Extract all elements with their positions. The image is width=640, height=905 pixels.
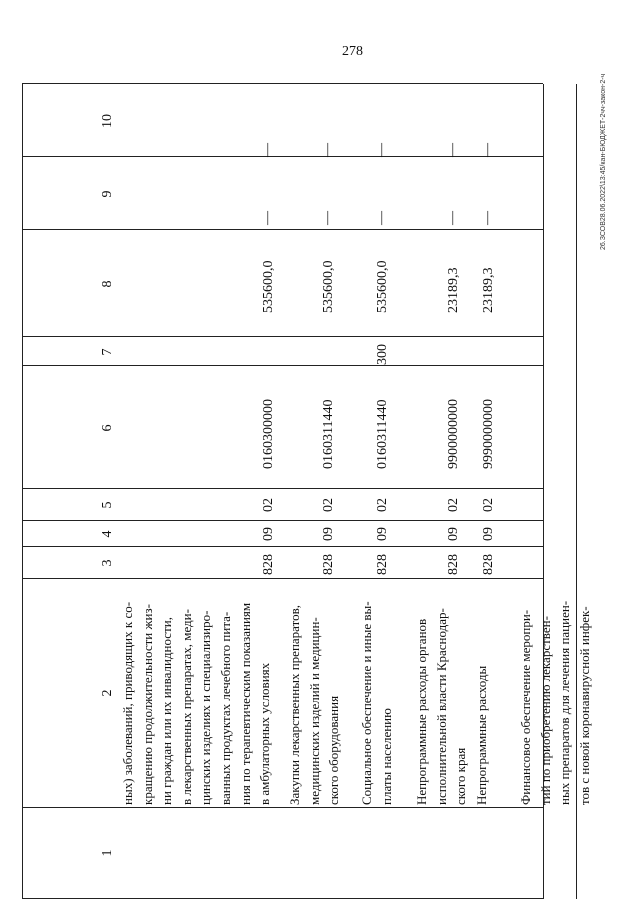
- cell-col9-dash: —: [260, 211, 275, 225]
- description-line: кращению продолжительности жиз-: [139, 604, 155, 805]
- table-row-description: [285, 505, 344, 805]
- cell-col10-dash: —: [374, 143, 389, 157]
- description-line: ных препаратов для лечения пациен-: [557, 600, 573, 805]
- cell-amount: 535600,0: [375, 260, 390, 313]
- header-divider-1-2: [22, 807, 543, 808]
- column-number-7: 7: [100, 348, 115, 356]
- cell-target-article: 0160311440: [375, 399, 390, 469]
- description-line: в амбулаторных условиях: [257, 662, 273, 805]
- cell-subsection: 02: [481, 498, 496, 512]
- cell-expense-type: 300: [375, 344, 390, 365]
- column-number-10: 10: [100, 114, 115, 128]
- description-line: ванных продуктах лечебного пита-: [217, 611, 233, 805]
- cell-subsection: 02: [261, 498, 276, 512]
- cell-ministry-code: 828: [321, 554, 336, 575]
- cell-subsection: 02: [375, 498, 390, 512]
- description-line: ского оборудования: [326, 695, 342, 805]
- description-line: Закупки лекарственных препаратов,: [287, 604, 302, 805]
- cell-section: 09: [375, 527, 390, 541]
- cell-amount: 535600,0: [321, 260, 336, 313]
- footer-code: 26.ЗСОВ28.06.2022\13:45/кан-БЮДЖЕТ-2чч-закон-2-ч: [600, 73, 607, 250]
- cell-col10-dash: —: [480, 143, 495, 157]
- cell-target-article: 9990000000: [481, 399, 496, 469]
- table-row-description: [118, 505, 275, 805]
- header-divider-9-10: [22, 156, 543, 157]
- header-divider-right: [22, 83, 543, 84]
- cell-col9-dash: —: [374, 211, 389, 225]
- description-line: Финансовое обеспечение меропри-: [518, 609, 533, 805]
- cell-section: 09: [321, 527, 336, 541]
- column-number-8: 8: [100, 280, 115, 288]
- cell-ministry-code: 828: [261, 554, 276, 575]
- page-number: 278: [342, 44, 363, 59]
- cell-section: 09: [446, 527, 461, 541]
- description-line: ных) заболеваний, приводящих к со-: [120, 601, 135, 805]
- table-row-description: [357, 505, 396, 805]
- column-number-4: 4: [100, 530, 115, 538]
- cell-amount: 23189,3: [446, 267, 461, 313]
- description-line: Социальное обеспечение и иные вы-: [359, 601, 374, 805]
- cell-amount: 535600,0: [261, 260, 276, 313]
- description-line: ского края: [453, 747, 469, 805]
- cell-ministry-code: 828: [375, 554, 390, 575]
- description-line: тий по приобретению лекарствен-: [537, 616, 553, 805]
- column-number-3: 3: [100, 559, 115, 567]
- cell-subsection: 02: [321, 498, 336, 512]
- header-top-border: [22, 84, 23, 899]
- description-line: в лекарственных препаратах, меди-: [178, 609, 194, 805]
- description-line: медицинских изделий и медицин-: [306, 617, 322, 805]
- cell-subsection: 02: [446, 498, 461, 512]
- cell-ministry-code: 828: [481, 554, 496, 575]
- description-line: платы населению: [378, 708, 394, 805]
- description-line: ния по терапевтическим показаниям: [237, 602, 253, 805]
- column-number-9: 9: [100, 190, 115, 198]
- description-line: цинских изделиях и специализиро-: [198, 610, 214, 805]
- cell-col10-dash: —: [260, 143, 275, 157]
- cell-target-article: 9900000000: [446, 399, 461, 469]
- header-divider-left: [22, 898, 543, 899]
- table-row-description: [472, 505, 492, 805]
- column-number-1: 1: [100, 849, 115, 857]
- table-row-description: [412, 505, 471, 805]
- description-line: ни граждан или их инвалидности,: [159, 617, 175, 805]
- description-line: Непрограммные расходы: [474, 665, 489, 805]
- column-number-2: 2: [100, 689, 115, 697]
- cell-section: 09: [481, 527, 496, 541]
- cell-target-article: 0160311440: [321, 399, 336, 469]
- table-row-description: [516, 505, 594, 805]
- cell-col10-dash: —: [320, 143, 335, 157]
- cell-amount: 23189,3: [481, 267, 496, 313]
- description-line: исполнительной власти Краснодар-: [433, 608, 449, 805]
- cell-section: 09: [261, 527, 276, 541]
- column-number-6: 6: [100, 424, 115, 432]
- column-number-5: 5: [100, 501, 115, 509]
- cell-col9-dash: —: [320, 211, 335, 225]
- header-divider-8-9: [22, 229, 543, 230]
- cell-col10-dash: —: [445, 143, 460, 157]
- description-line: Непрограммные расходы органов: [414, 618, 429, 805]
- cell-target-article: 0160300000: [261, 399, 276, 469]
- description-line: тов с новой коронавирусной инфек-: [576, 606, 592, 805]
- cell-col9-dash: —: [445, 211, 460, 225]
- cell-ministry-code: 828: [446, 554, 461, 575]
- cell-col9-dash: —: [480, 211, 495, 225]
